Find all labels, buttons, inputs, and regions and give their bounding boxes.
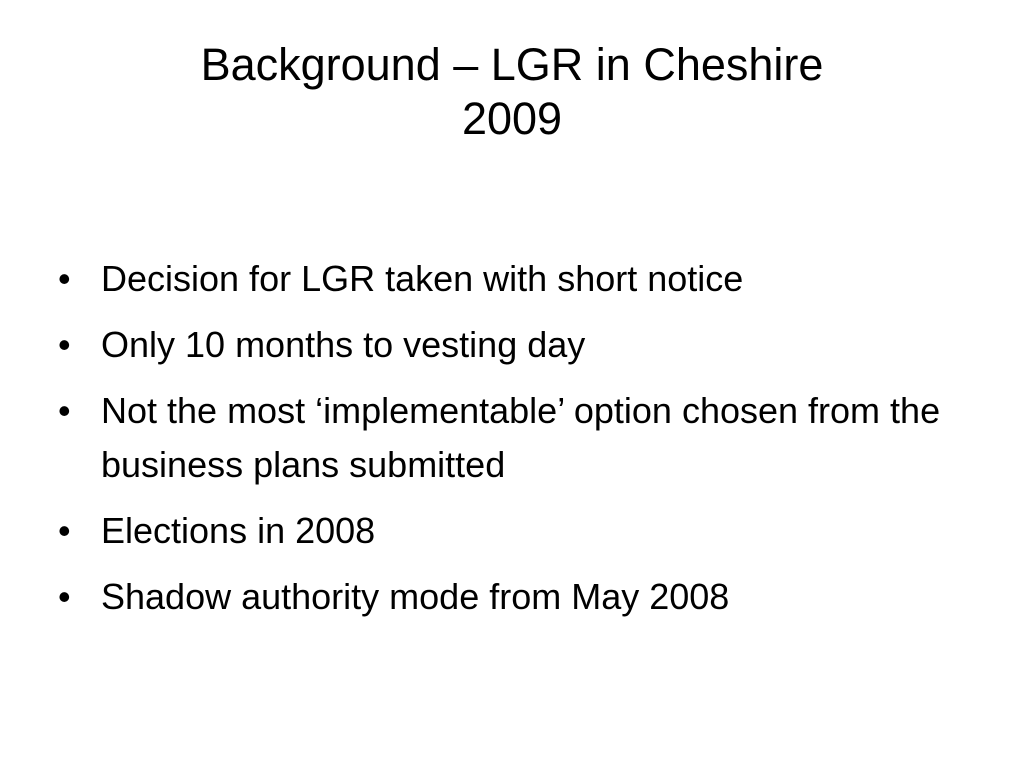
slide-title-line-2: 2009 <box>461 93 563 144</box>
bullet-item-decision <box>56 252 976 306</box>
bullet-item-option-chosen <box>56 384 976 492</box>
bullet-text: Not the most ‘implementable’ option chosen from the business plans submitted <box>101 390 941 485</box>
bullet-text: Shadow authority mode from May 2008 <box>101 576 730 617</box>
bullet-item-vesting-day <box>56 318 976 372</box>
bullet-dot-icon: • <box>58 510 71 551</box>
bullet-item-elections <box>56 504 976 558</box>
slide-title-line-1: Background – LGR in Cheshire <box>200 39 824 90</box>
bullet-dot-icon: • <box>58 258 71 299</box>
bullet-item-shadow-authority <box>56 570 976 624</box>
bullet-list <box>56 252 976 636</box>
bullet-text: Elections in 2008 <box>101 510 376 551</box>
bullet-dot-icon: • <box>58 576 71 617</box>
bullet-text: Only 10 months to vesting day <box>101 324 586 365</box>
slide-title <box>60 38 964 146</box>
bullet-dot-icon: • <box>58 390 71 431</box>
bullet-dot-icon: • <box>58 324 71 365</box>
bullet-text: Decision for LGR taken with short notice <box>101 258 744 299</box>
